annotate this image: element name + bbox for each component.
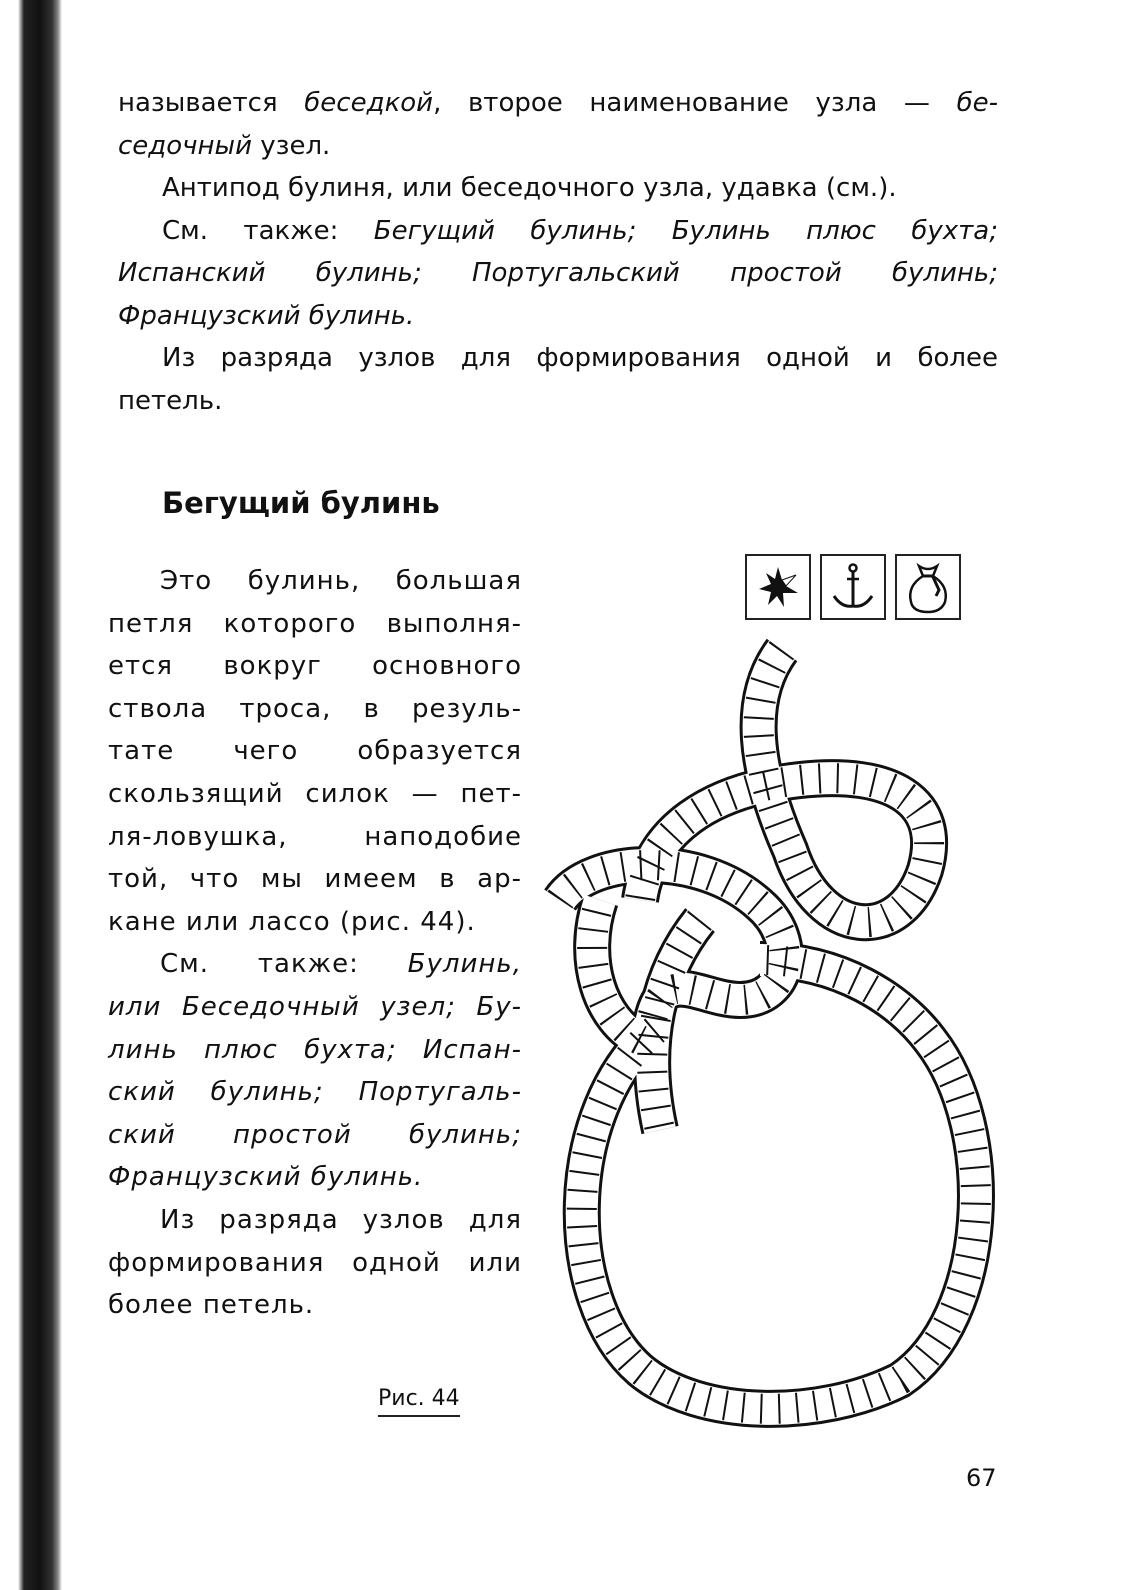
text: ется вокруг основного bbox=[108, 651, 522, 682]
compass-star-icon bbox=[745, 554, 811, 620]
text-line bbox=[108, 734, 522, 768]
italic-text: Испанский булинь; Португальский простой булинь; bbox=[118, 258, 998, 288]
italic-text: или Беседочный узел; Бу- bbox=[108, 992, 522, 1022]
book-spine-shadow bbox=[0, 0, 62, 1590]
text: Это булинь, большая bbox=[160, 566, 522, 596]
italic-text: Бегущий булинь; Булинь плюс бухта; bbox=[373, 215, 998, 246]
text-line bbox=[108, 692, 522, 726]
text: петель. bbox=[118, 385, 223, 416]
knot-usage-icons bbox=[745, 554, 961, 620]
text: называется bbox=[118, 88, 305, 118]
text-line bbox=[162, 341, 998, 375]
text-line bbox=[162, 171, 998, 205]
text-line bbox=[108, 820, 522, 854]
running-bowline-illustration bbox=[520, 630, 1020, 1430]
text-line bbox=[160, 1203, 522, 1237]
anchor-icon bbox=[820, 554, 886, 620]
text-line bbox=[160, 564, 522, 598]
text-line bbox=[108, 777, 522, 811]
text-line bbox=[108, 1288, 522, 1322]
italic-text: ский булинь; Португаль- bbox=[108, 1077, 522, 1108]
italic-text: седочный bbox=[118, 130, 252, 161]
italic-text: Булинь, bbox=[407, 949, 522, 980]
text-line bbox=[162, 214, 998, 248]
text: См. также: bbox=[160, 949, 408, 980]
text: ля-ловушка, наподобие bbox=[108, 821, 522, 852]
text-line bbox=[118, 299, 998, 333]
text: скользящий силок — пет- bbox=[108, 779, 522, 809]
italic-text: ский простой булинь; bbox=[108, 1119, 522, 1150]
figure-caption: Рис. 44 bbox=[378, 1386, 460, 1417]
text: См. также: bbox=[162, 215, 374, 246]
text-line bbox=[108, 905, 522, 939]
text-line bbox=[118, 86, 998, 120]
italic-text: линь плюс бухта; Испан- bbox=[108, 1034, 522, 1065]
text: более петель. bbox=[108, 1290, 315, 1321]
text: Из разряда узлов для bbox=[160, 1205, 522, 1235]
text: петля которого выполня- bbox=[108, 608, 522, 639]
text-line bbox=[108, 1033, 522, 1067]
text: ствола троса, в резуль- bbox=[108, 693, 522, 724]
text-line bbox=[108, 1160, 522, 1194]
rope-fill bbox=[560, 650, 976, 1409]
text: той, что мы имеем в ар- bbox=[108, 864, 522, 895]
italic-text: Французский булинь. bbox=[108, 1162, 424, 1193]
text-line bbox=[108, 1075, 522, 1109]
italic-text: беседкой bbox=[304, 88, 434, 118]
italic-text: Французский булинь. bbox=[118, 300, 415, 331]
text-line bbox=[108, 1246, 522, 1280]
sack-icon bbox=[895, 554, 961, 620]
text: формирования одной или bbox=[108, 1247, 522, 1278]
text: Антипод булиня, или беседочного узла, удавка (см.). bbox=[162, 173, 897, 203]
section-title: Бегущий булинь bbox=[162, 486, 440, 520]
text-line bbox=[118, 384, 998, 418]
text: узел. bbox=[251, 130, 331, 161]
text-line bbox=[108, 649, 522, 683]
italic-text: бе- bbox=[956, 88, 998, 118]
text-line bbox=[108, 1118, 522, 1152]
page-number: 67 bbox=[966, 1464, 997, 1492]
text: Из разряда узлов для формирования одной и более bbox=[162, 343, 998, 373]
text-line bbox=[118, 256, 998, 290]
text: тате чего образуется bbox=[108, 736, 522, 767]
text-line bbox=[108, 990, 522, 1024]
text: кане или лассо (рис. 44). bbox=[108, 906, 476, 937]
text-line bbox=[118, 129, 998, 163]
text-line bbox=[108, 607, 522, 641]
text-line bbox=[108, 862, 522, 896]
text-line bbox=[160, 947, 522, 981]
text: , второе наименование узла — bbox=[433, 88, 957, 118]
